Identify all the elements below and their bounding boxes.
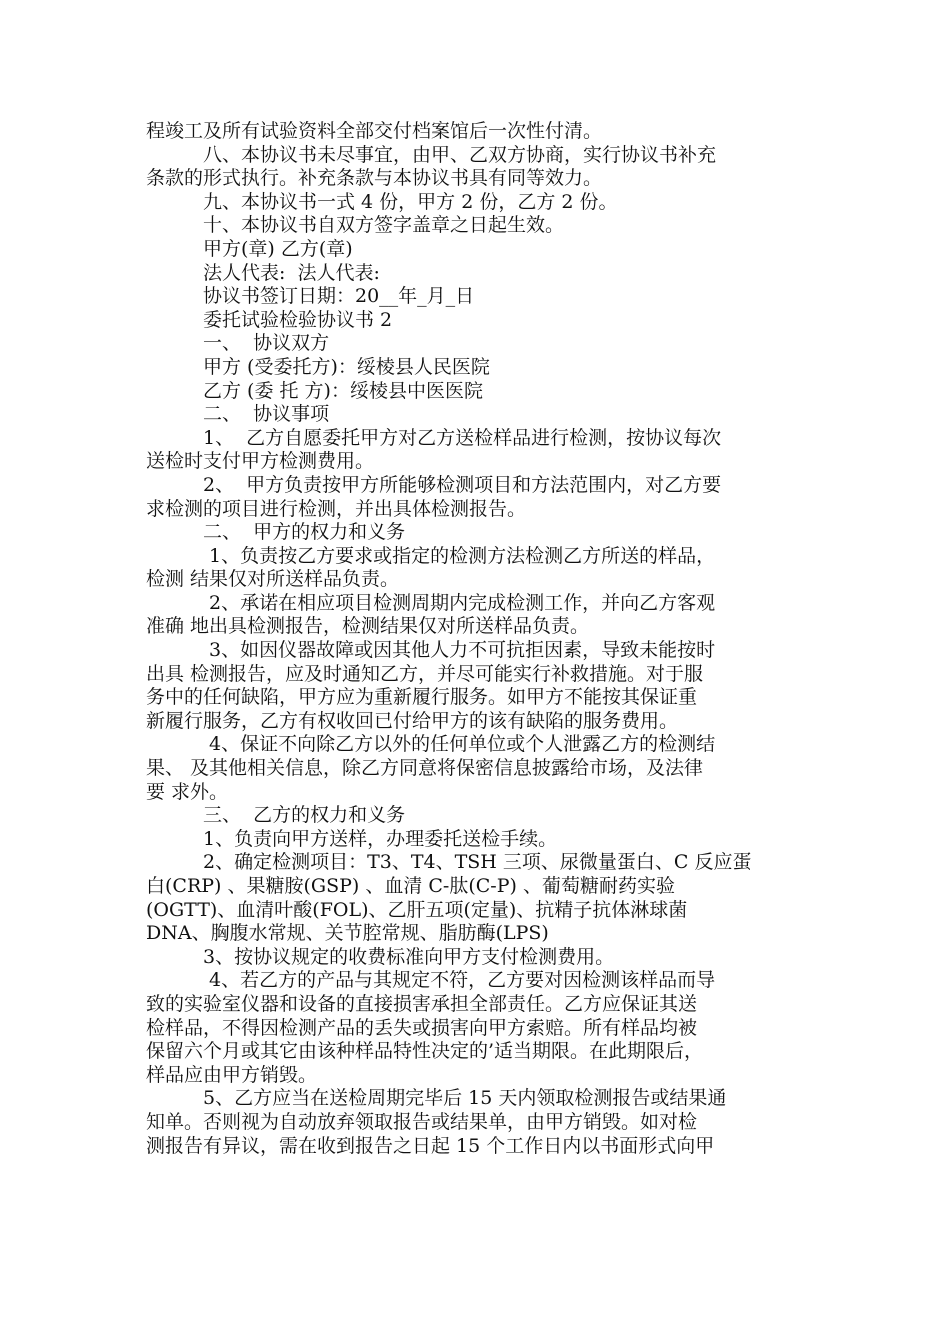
document-line: 准确 地出具检测报告，检测结果仅对所送样品负责。 [146,615,590,638]
document-line: 九、本协议书一式 4 份，甲方 2 份，乙方 2 份。 [203,190,618,213]
document-line: 出具 检测报告，应及时通知乙方，并尽可能实行补救措施。对于服 [146,662,704,685]
document-line: 测报告有异议，需在收到报告之日起 15 个工作日内以书面形式向甲 [146,1134,715,1157]
document-page [146,120,810,1158]
document-line: 2、承诺在相应项目检测周期内完成检测工作，并向乙方客观 [203,591,716,614]
document-line: 甲方 (受委托方)：绥棱县人民医院 [203,355,490,378]
document-line: 二、 协议事项 [203,403,330,426]
document-line: 甲方(章) 乙方(章) [203,237,353,260]
document-line: 1、负责按乙方要求或指定的检测方法检测乙方所送的样品， [203,544,716,567]
document-line: 白(CRP) 、果糖胺(GSP) 、血清 C-肽(C-P) 、葡萄糖耐药实验 [146,875,675,897]
document-line: 4、若乙方的产品与其规定不符，乙方要对因检测该样品而导 [203,969,716,992]
document-line: (OGTT)、血清叶酸(FOL)、乙肝五项(定量)、抗精子抗体淋球菌 [146,898,688,921]
document-line: 2、确定检测项目：T3、T4、TSH 三项、尿微量蛋白、C 反应蛋 [203,851,752,874]
document-line: 4、保证不向除乙方以外的任何单位或个人泄露乙方的检测结 [203,733,716,756]
document-line: 新履行服务，乙方有权收回已付给甲方的该有缺陷的服务费用。 [146,709,679,732]
document-line: 委托试验检验协议书 2 [203,308,393,331]
document-line: 样品应由甲方销毁。 [146,1063,318,1086]
document-line: 知单。否则视为自动放弃领取报告或结果单，由甲方销毁。如对检 [146,1110,698,1133]
document-line: 十、本协议书自双方签字盖章之日起生效。 [203,214,565,237]
document-line: 八、本协议书未尽事宜，由甲、乙双方协商，实行协议书补充 [203,143,717,166]
document-line: 2、 甲方负责按甲方所能够检测项目和方法范围内，对乙方要 [203,473,722,496]
document-line: 检样品，不得因检测产品的丢失或损害向甲方索赔。所有样品均被 [146,1016,698,1039]
document-line: 1、 乙方自愿委托甲方对乙方送检样品进行检测，按协议每次 [203,426,722,449]
document-line: 一、 协议双方 [203,332,330,355]
document-line: 条款的形式执行。补充条款与本协议书具有同等效力。 [146,167,603,190]
document-line: 二、 甲方的权力和义务 [203,521,406,544]
document-line: 1、负责向甲方送样，办理委托送检手续。 [203,827,558,850]
document-line: 要 求外。 [146,780,229,803]
document-line: 协议书签订日期：20__年_月_日 [203,285,475,308]
document-line: 务中的任何缺陷，甲方应为重新履行服务。如甲方不能按其保证重 [146,686,698,709]
document-line: 求检测的项目进行检测，并出具体检测报告。 [146,497,527,520]
document-line: 3、按协议规定的收费标准向甲方支付检测费用。 [203,945,615,968]
document-line: 程竣工及所有试验资料全部交付档案馆后一次性付清。 [146,120,603,142]
document-line: 法人代表: 法人代表: [203,261,380,284]
document-line: 送检时支付甲方检测费用。 [146,450,375,473]
document-line: 致的实验室仪器和设备的直接损害承担全部责任。乙方应保证其送 [146,992,698,1015]
document-line: 5、乙方应当在送检周期完毕后 15 天内领取检测报告或结果通 [203,1087,727,1110]
document-line: DNA、胸腹水常规、关节腔常规、脂肪酶(LPS) [146,922,549,945]
document-line: 3、如因仪器故障或因其他人力不可抗拒因素，导致未能按时 [203,639,716,662]
document-line: 保留六个月或其它由该种样品特性决定的’适当期限。在此期限后， [146,1040,704,1063]
document-line: 检测 结果仅对所送样品负责。 [146,568,400,591]
document-line: 果、 及其他相关信息，除乙方同意将保密信息披露给市场，及法律 [146,757,704,780]
document-line: 乙方 (委 托 方)：绥棱县中医医院 [203,379,483,402]
document-line: 三、 乙方的权力和义务 [203,804,406,827]
